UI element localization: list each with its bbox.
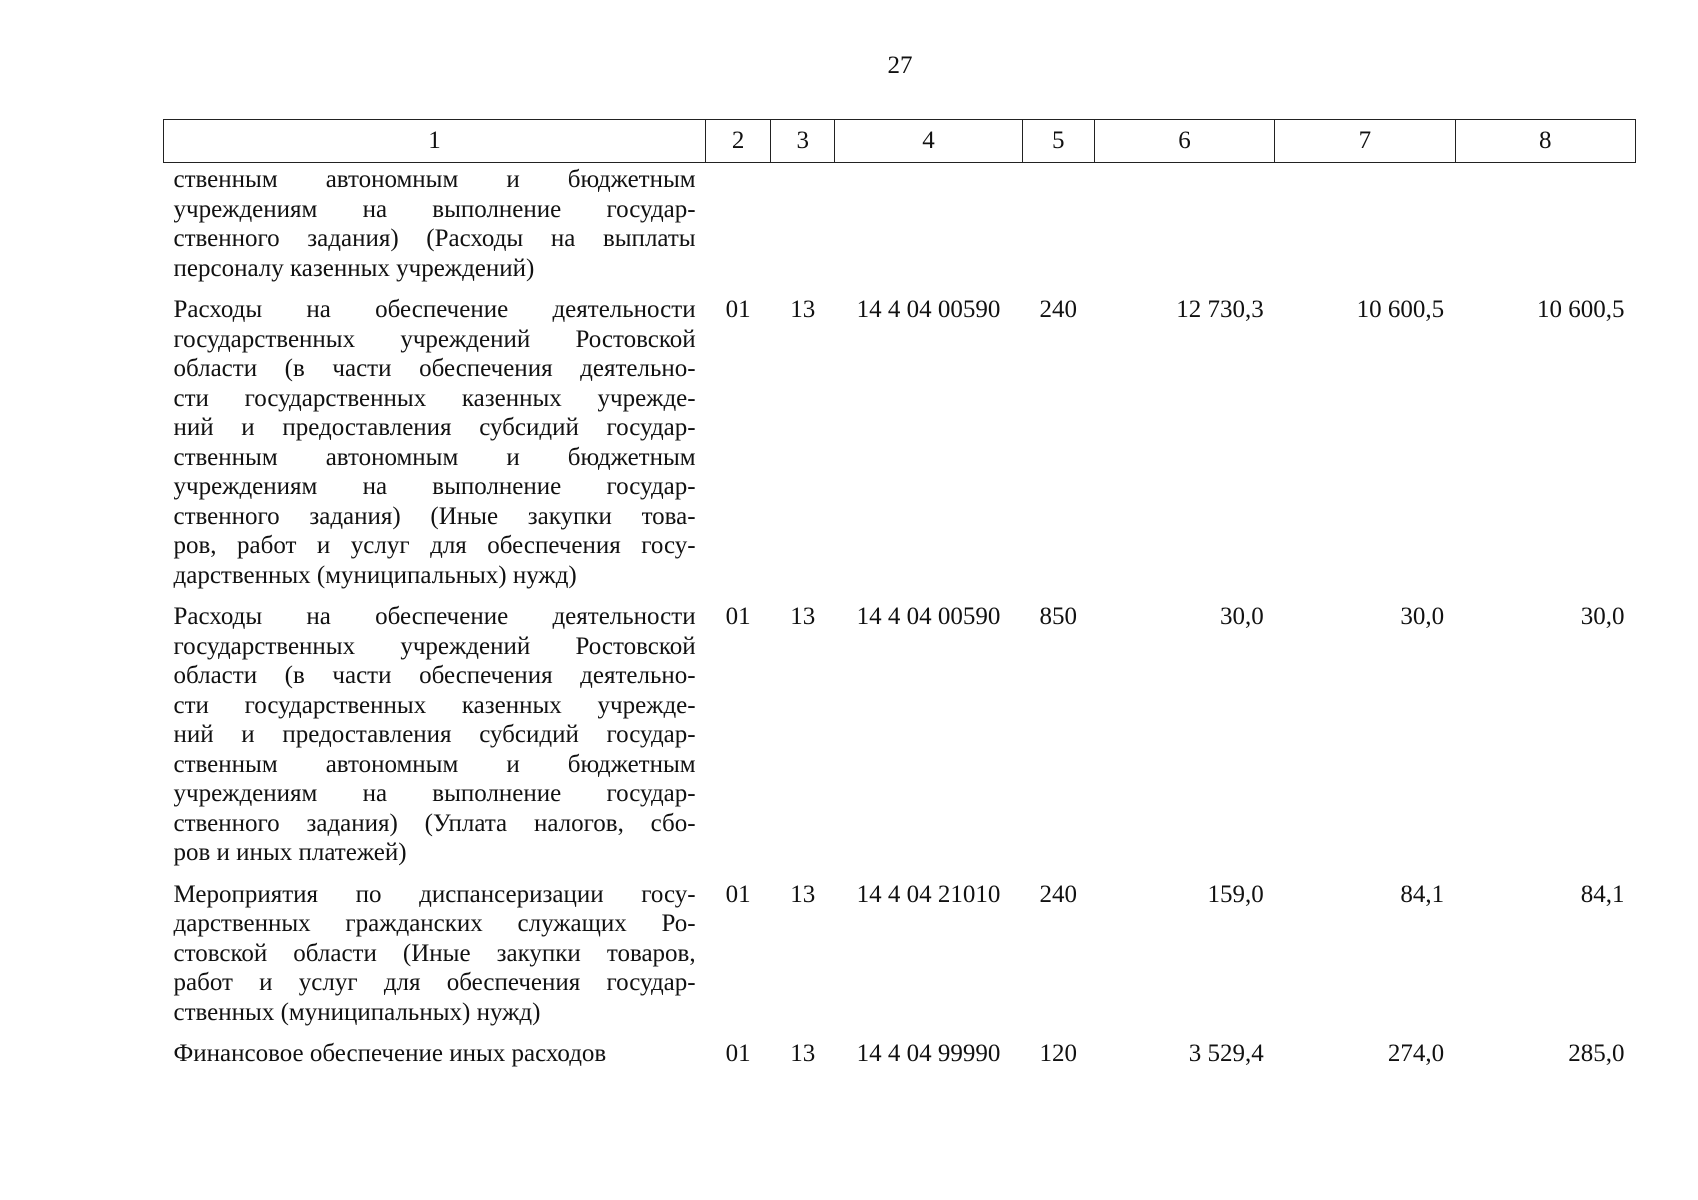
description-line: учреждениям на выполнение государ-: [173, 195, 696, 223]
column-header: 3: [771, 120, 835, 163]
row-description: [164, 1039, 706, 1081]
target-article-code: 14 4 04 00590: [856, 296, 1001, 323]
target-article-code: 14 4 04 21010: [856, 880, 1001, 908]
description-line: Мероприятия по диспансеризации госу-: [173, 880, 696, 908]
column-header: 5: [1022, 120, 1094, 163]
section-code: 01: [725, 603, 751, 630]
description-line: ственным автономным и бюджетным: [173, 166, 696, 193]
amount-year-2: 84,1: [1400, 880, 1445, 908]
target-article-code: [835, 163, 1022, 296]
amount-year-2: [1275, 163, 1455, 296]
row-description: [164, 880, 706, 1040]
amount-year-2: 274,0: [1387, 1040, 1445, 1067]
description-line: ственного задания) (Расходы на выплаты: [173, 225, 696, 252]
description-line: ний и предоставления субсидий государ-: [173, 414, 696, 441]
description-line: сти государственных казенных учрежде-: [173, 384, 696, 412]
section-code: 01: [725, 1040, 751, 1067]
amount-year-3: [1455, 163, 1635, 296]
subsection-code: 13: [790, 880, 816, 908]
subsection-code: 13: [790, 1040, 816, 1067]
expense-type-code: 240: [1039, 880, 1078, 908]
table-row: [164, 1039, 1636, 1081]
column-header: 7: [1275, 120, 1455, 163]
section-code: 01: [725, 880, 751, 908]
expense-type-code: 120: [1039, 1040, 1078, 1067]
amount-year-1: 30,0: [1219, 603, 1264, 630]
row-description: [164, 602, 706, 880]
description-line: ственным автономным и бюджетным: [173, 750, 696, 778]
description-line: сти государственных казенных учрежде-: [173, 691, 696, 719]
subsection-code: 13: [790, 296, 816, 323]
amount-year-1: 12 730,3: [1176, 296, 1264, 323]
column-header: 1: [164, 120, 706, 163]
row-description: [164, 163, 706, 296]
description-line: учреждениям на выполнение государ-: [173, 780, 696, 807]
description-line: ственного задания) (Иные закупки това-: [173, 502, 696, 530]
description-line: ров, работ и услуг для обеспечения госу-: [173, 532, 696, 559]
column-header: 4: [835, 120, 1022, 163]
table-body: [164, 163, 1636, 1081]
description-line: ственным автономным и бюджетным: [173, 443, 696, 471]
description-line: стовской области (Иные закупки товаров,: [173, 939, 696, 967]
section-code: [706, 163, 771, 296]
description-line: ственного задания) (Уплата налогов, сбо-: [173, 809, 696, 837]
section-code: 01: [725, 296, 751, 323]
description-line: работ и услуг для обеспечения государ-: [173, 969, 696, 996]
description-line: персоналу казенных учреждений): [173, 254, 535, 282]
table-row: [164, 880, 1636, 1040]
column-header: 6: [1094, 120, 1274, 163]
amount-year-1: 3 529,4: [1188, 1040, 1264, 1067]
description-line: дарственных гражданских служащих Ро-: [173, 910, 696, 937]
amount-year-3: 285,0: [1568, 1040, 1625, 1067]
amount-year-1: [1094, 163, 1274, 296]
description-line: государственных учреждений Ростовской: [173, 632, 696, 660]
amount-year-3: 84,1: [1580, 880, 1625, 908]
amount-year-1: 159,0: [1207, 880, 1264, 908]
description-line: государственных учреждений Ростовской: [173, 325, 696, 353]
budget-table: [163, 119, 1636, 1081]
column-header: 8: [1455, 120, 1635, 163]
page-number: 27: [887, 52, 913, 79]
table-header-row: [164, 120, 1636, 163]
row-description: [164, 295, 706, 602]
expense-type-code: 240: [1039, 296, 1078, 323]
target-article-code: 14 4 04 99990: [856, 1040, 1001, 1067]
column-header: 2: [706, 120, 771, 163]
amount-year-2: 10 600,5: [1356, 296, 1445, 323]
description-line: Расходы на обеспечение деятельности: [173, 296, 696, 323]
table-row: [164, 602, 1636, 880]
subsection-code: 13: [790, 603, 816, 630]
description-line: области (в части обеспечения деятельно-: [173, 662, 696, 689]
description-line: области (в части обеспечения деятельно-: [173, 355, 696, 382]
description-line: дарственных (муниципальных) нужд): [173, 561, 577, 589]
amount-year-3: 30,0: [1580, 603, 1625, 630]
table-row: [164, 295, 1636, 602]
description-line: Финансовое обеспечение иных расходов: [173, 1040, 607, 1067]
subsection-code: [771, 163, 835, 296]
expense-type-code: 850: [1039, 603, 1078, 630]
description-line: ров и иных платежей): [173, 839, 407, 866]
target-article-code: 14 4 04 00590: [856, 603, 1001, 630]
description-line: учреждениям на выполнение государ-: [173, 473, 696, 500]
description-line: ний и предоставления субсидий государ-: [173, 721, 696, 748]
amount-year-2: 30,0: [1400, 603, 1445, 630]
description-line: ственных (муниципальных) нужд): [173, 998, 541, 1026]
description-line: Расходы на обеспечение деятельности: [173, 603, 696, 630]
expense-type-code: [1022, 163, 1094, 296]
table-row: [164, 163, 1636, 296]
amount-year-3: 10 600,5: [1537, 296, 1625, 323]
